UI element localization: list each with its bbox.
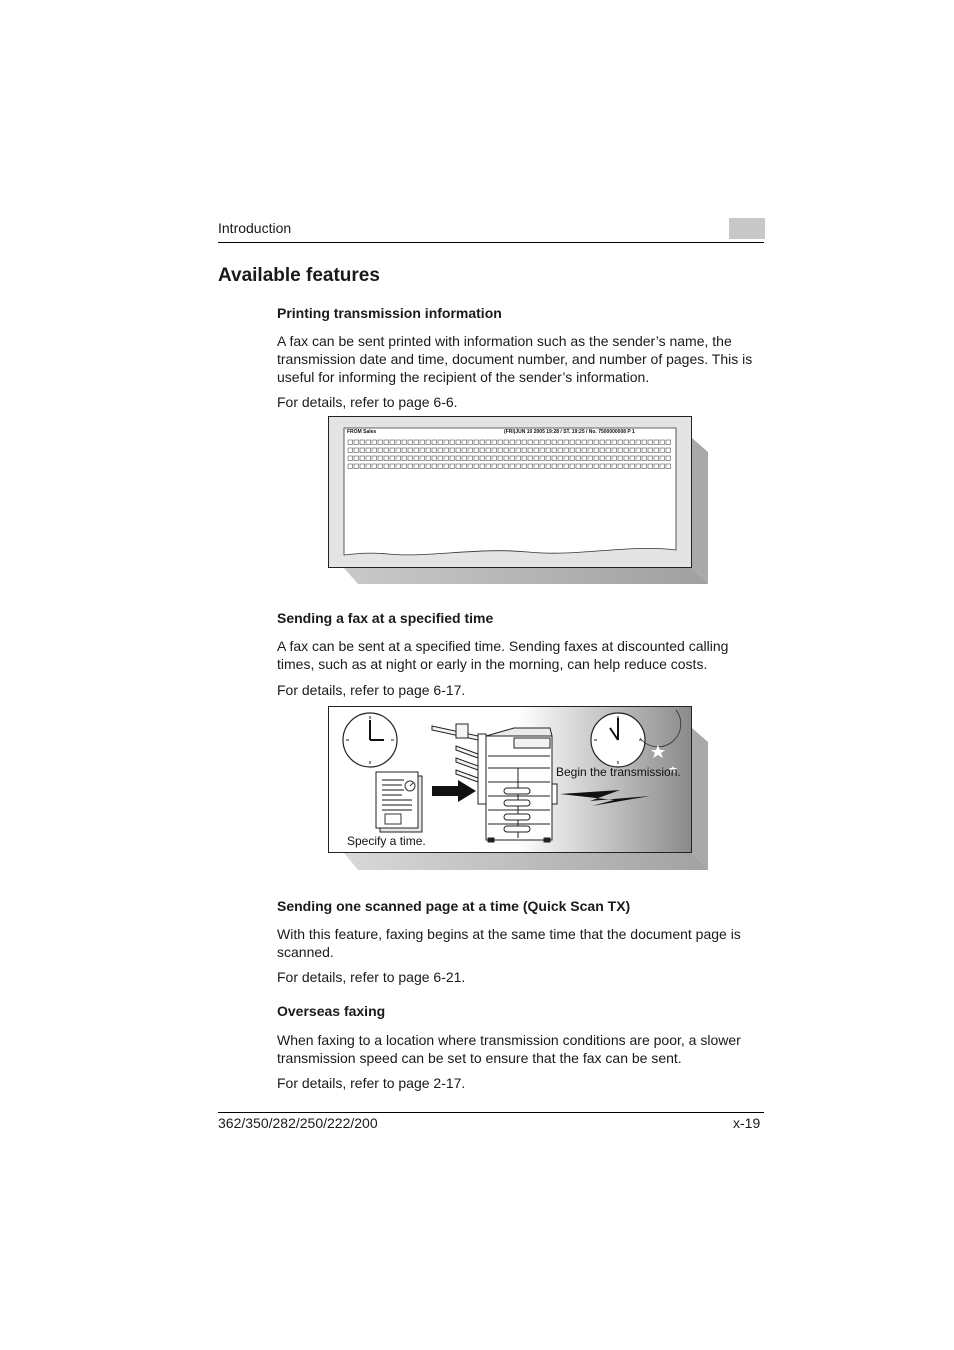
footer-rule — [218, 1112, 764, 1113]
document-icon — [376, 772, 422, 832]
section-body-printing-transmission-information: A fax can be sent printed with information such as the sender’s name, the transmission date and time, document number, and number of pages. This is useful for informing the recipient of the sender’s information. — [277, 333, 753, 385]
section-ref-printing-transmission-information: For details, refer to page 6-6. — [277, 394, 458, 410]
section-ref-overseas-faxing: For details, refer to page 2-17. — [277, 1075, 466, 1091]
page-title: Available features — [218, 265, 380, 286]
footer-page-number: x-19 — [733, 1115, 761, 1131]
section-ref-sending-fax-specified-time: For details, refer to page 6-17. — [277, 682, 466, 698]
clock-icon-begin — [591, 713, 645, 767]
label-begin-transmission: Begin the transmission. — [556, 765, 681, 779]
running-header: Introduction — [218, 220, 292, 236]
chapter-tab — [729, 218, 765, 239]
section-body-sending-fax-specified-time: A fax can be sent at a specified time. Sending faxes at discounted calling times, such as at night or early in the morning, can help reduce costs. — [277, 638, 729, 672]
section-heading-overseas-faxing: Overseas faxing — [277, 1003, 386, 1019]
section-ref-quick-scan-tx: For details, refer to page 6-21. — [277, 969, 466, 985]
clock-icon-specify — [343, 713, 397, 767]
section-heading-printing-transmission-information: Printing transmission information — [277, 305, 502, 321]
header-rule — [218, 242, 764, 243]
figure-transmission-info-printout — [328, 416, 713, 588]
label-specify-time: Specify a time. — [347, 834, 426, 848]
section-body-overseas-faxing: When faxing to a location where transmission conditions are poor, a slower transmission speed can be set to ensure that the fax can be sent. — [277, 1032, 741, 1066]
fax-from-line: FROM Sales — [347, 429, 377, 435]
section-body-quick-scan-tx: With this feature, faxing begins at the same time that the document page is scanned. — [277, 926, 741, 960]
footer-model-numbers: 362/350/282/250/222/200 — [218, 1115, 378, 1131]
figure-timed-transmission — [328, 706, 713, 874]
fax-header-line: (FRI)JUN 10 2005 19:28 / ST. 19:25 / No. 7500000008 P 1 — [504, 429, 635, 435]
section-heading-sending-fax-specified-time: Sending a fax at a specified time — [277, 610, 494, 626]
section-heading-quick-scan-tx: Sending one scanned page at a time (Quick Scan TX) — [277, 898, 631, 914]
